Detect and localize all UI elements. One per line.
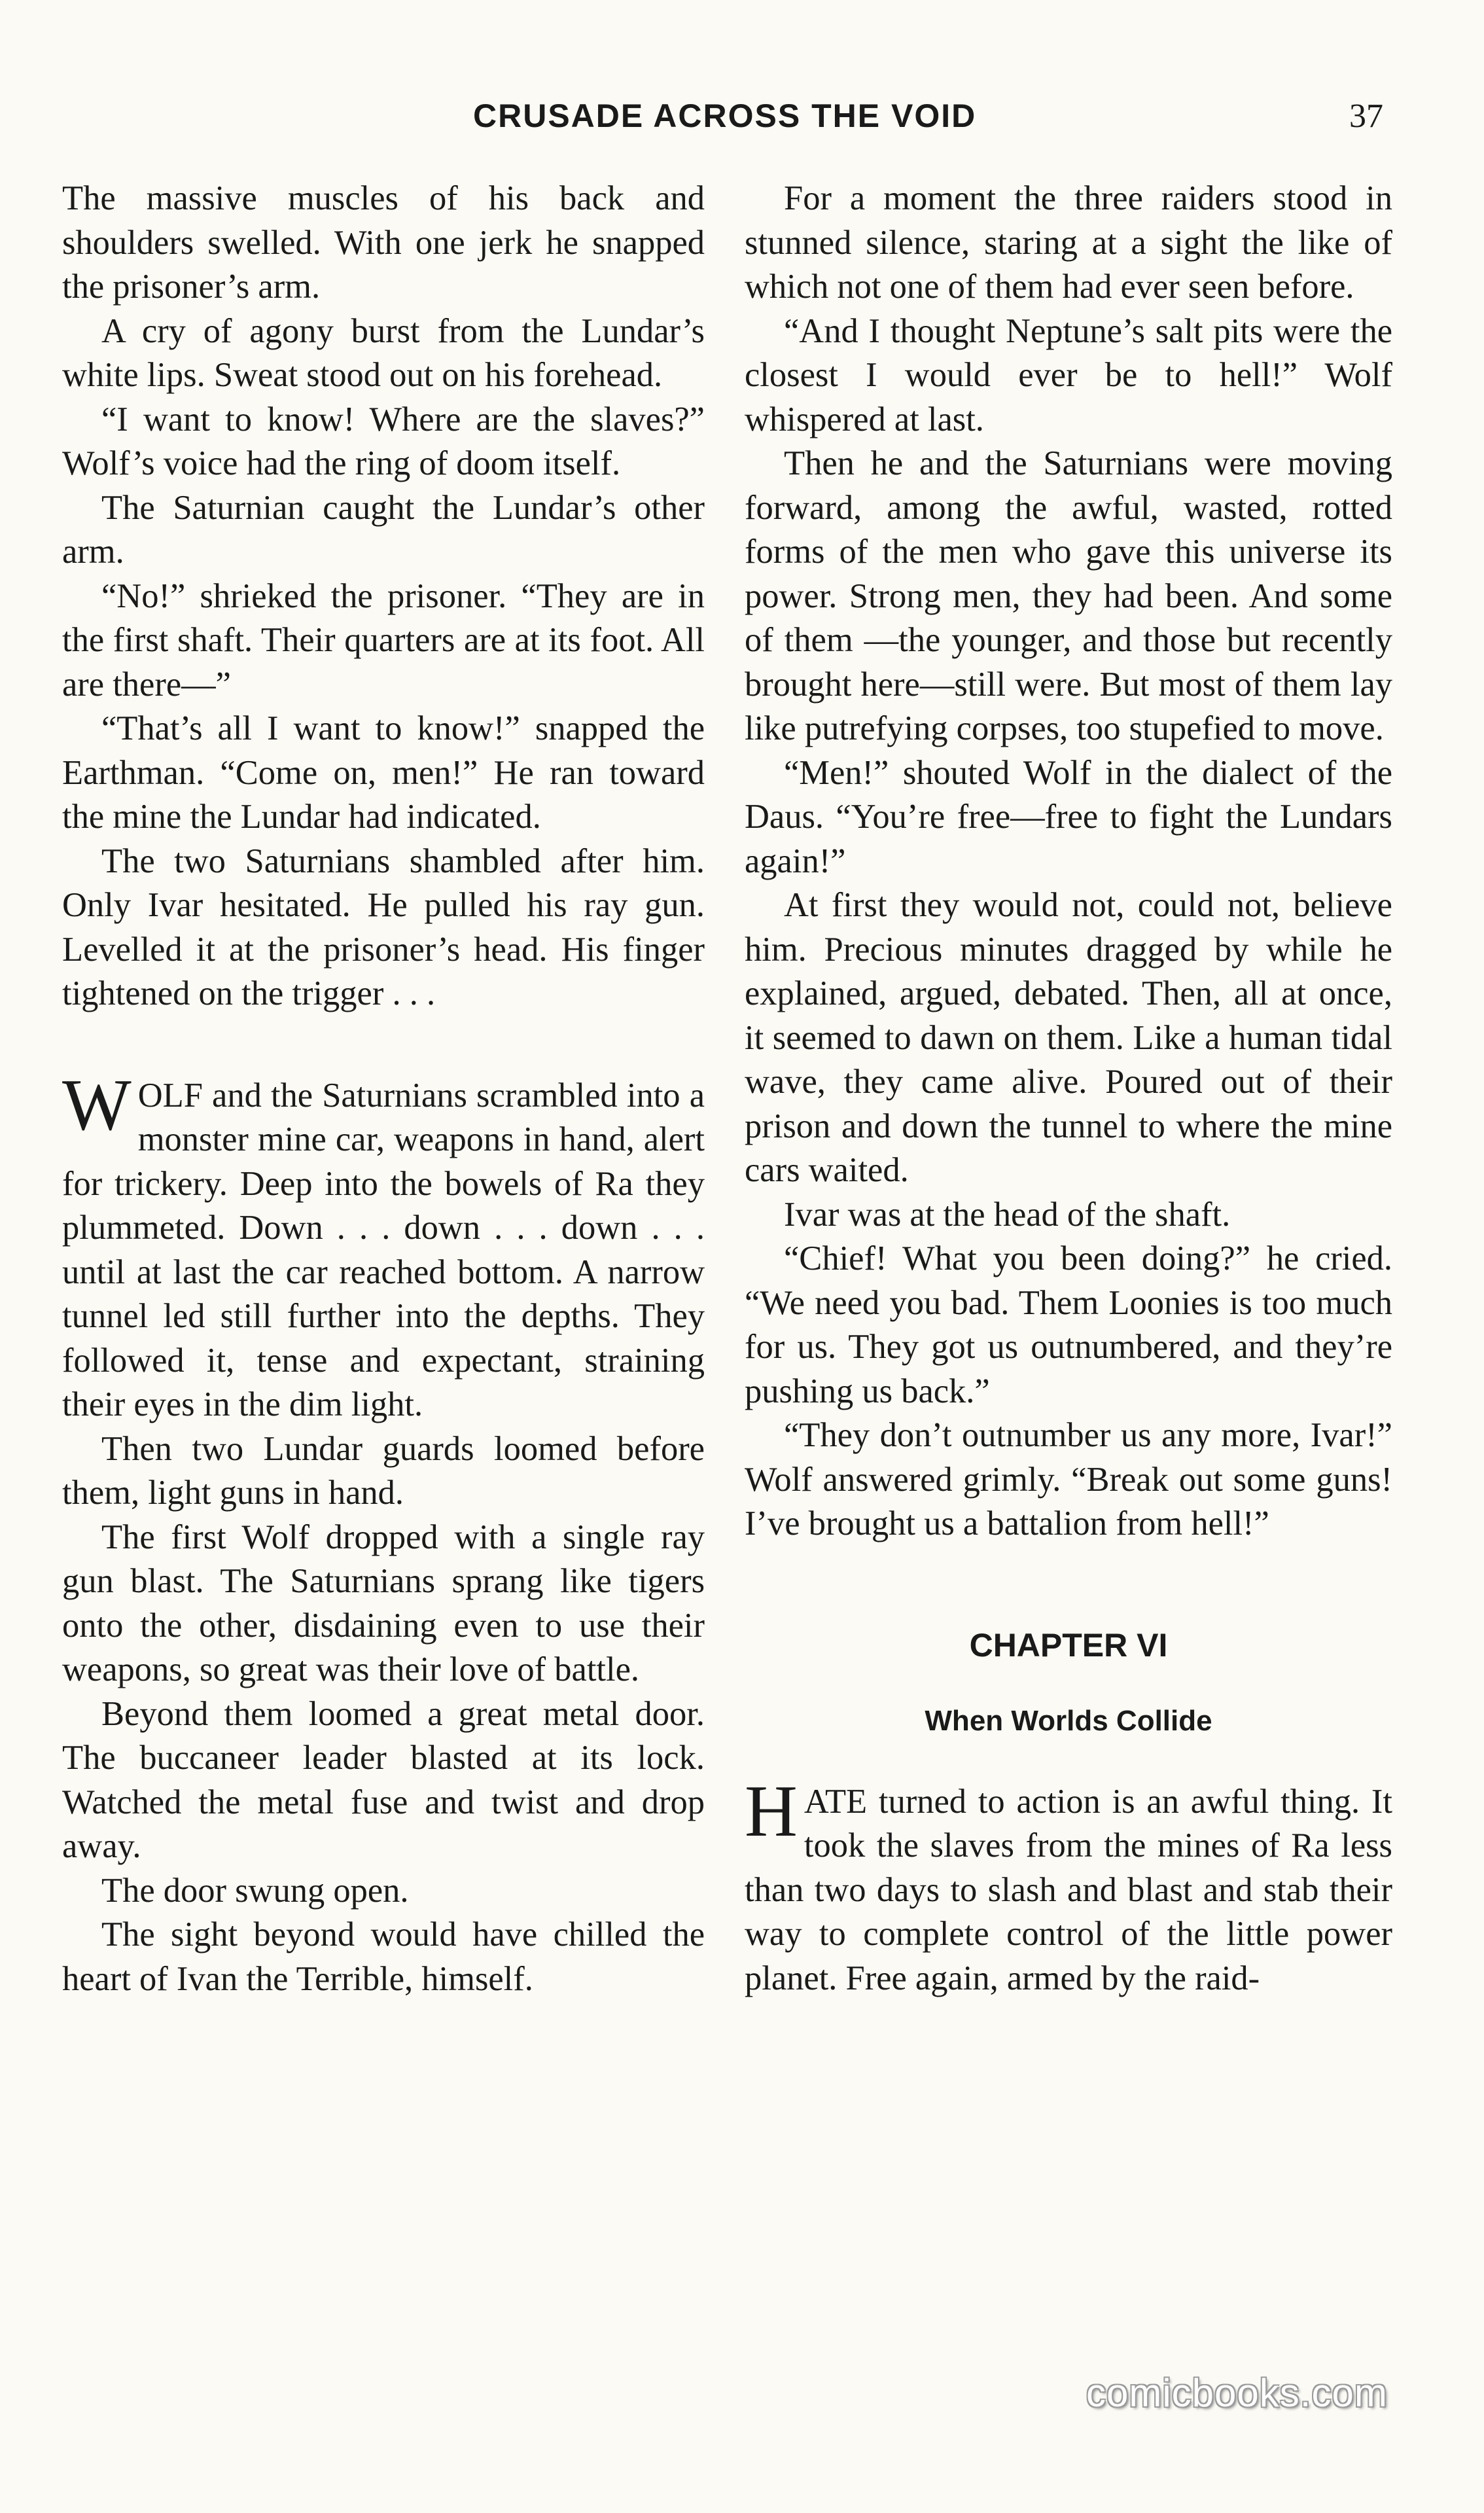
paragraph: The Saturnian caught the Lundar’s other arm.: [62, 488, 705, 571]
section-opening-paragraph: [62, 1064, 705, 1427]
chapter-title: When Worlds Collide: [925, 1704, 1212, 1737]
paragraph: “I want to know! Where are the slaves?” Wolf’s voice had the ring of doom itself.: [62, 400, 705, 482]
paragraph: A cry of agony burst from the Lundar’s white lips. Sweat stood out on his forehead.: [62, 312, 705, 394]
paragraph-text: ATE turned to action is an awful thing. It took the slaves from the mines of Ra less than two days to slash and blast and stab their way to complete control of the little power planet. Free again, armed by the raid-: [745, 1782, 1392, 1997]
paragraph: “And I thought Neptune’s salt pits were the closest I would ever be to hell!” Wolf whispered at last.: [745, 312, 1392, 438]
paragraph: “No!” shrieked the prisoner. “They are in the first shaft. Their quarters are at its foot. All are there—”: [62, 577, 705, 704]
paragraph: For a moment the three raiders stood in stunned silence, staring at a sight the like of which not one of them had ever seen before.: [745, 179, 1392, 306]
paragraph: “That’s all I want to know!” snapped the Earthman. “Come on, men!” He ran toward the mine the Lundar had indicated.: [62, 709, 705, 836]
running-title: CRUSADE ACROSS THE VOID: [473, 98, 977, 134]
paragraph: Then he and the Saturnians were moving forward, among the awful, wasted, rotted forms of the men who gave this universe its power. Strong men, they had been. And some of them —the younger, and those but recently brought here—still were. But most of them lay like putrefying corpses, too stupefied to move.: [745, 444, 1392, 747]
right-column: [745, 177, 1392, 2001]
page-number: 37: [1349, 98, 1383, 135]
paragraph: “They don’t outnumber us any more, Ivar!” Wolf answered grimly. “Break out some guns! I’ve brought us a battalion from hell!”: [745, 1416, 1392, 1542]
chapter-heading: CHAPTER VI: [969, 1626, 1168, 1664]
paragraph: Beyond them loomed a great metal door. The buccaneer leader blasted at its lock. Watched the metal fuse and twist and drop away.: [62, 1694, 705, 1865]
drop-cap: H: [745, 1770, 798, 1852]
paragraph: “Chief! What you been doing?” he cried. “We need you bad. Them Loonies is too much for us. They got us outnumbered, and they’re pushing us back.”: [745, 1239, 1392, 1410]
paragraph: The door swung open.: [101, 1871, 409, 1910]
paragraph: At first they would not, could not, believe him. Precious minutes dragged by while he explained, argued, debated. Then, all at once, it seemed to dawn on them. Like a human tidal wave, they came alive. Poured out of their prison and down the tunnel to where the mine cars waited.: [745, 886, 1392, 1189]
paragraph-text: OLF and the Saturnians scrambled into a monster mine car, weapons in hand, alert for trickery. Deep into the bowels of Ra they plummeted. Down . . . down . . . down . . . until at last the car reached bottom. A narrow tunnel led still further into the depths. They followed it, tense and expectant, straining their eyes in the dim light.: [62, 1076, 705, 1423]
paragraph: The two Saturnians shambled after him. Only Ivar hesitated. He pulled his ray gun. Levelled it at the prisoner’s head. His finger tightened on the trigger . . .: [62, 842, 705, 1012]
drop-cap: W: [62, 1064, 132, 1146]
watermark: comicbooks.com: [1086, 2371, 1388, 2415]
paragraph: The first Wolf dropped with a single ray gun blast. The Saturnians sprang like tigers onto the other, disdaining even to use their weapons, so great was their love of battle.: [62, 1518, 705, 1688]
left-column: [62, 177, 705, 2001]
paragraph: “Men!” shouted Wolf in the dialect of the Daus. “You’re free—free to fight the Lundars again!”: [745, 753, 1392, 880]
page-header: [0, 97, 1484, 156]
paragraph: Ivar was at the head of the shaft.: [784, 1195, 1231, 1234]
chapter-opening-paragraph: [745, 1770, 1392, 2001]
paragraph: Then two Lundar guards loomed before them, light guns in hand.: [62, 1429, 705, 1512]
paragraph: The massive muscles of his back and shoulders swelled. With one jerk he snapped the prisoner’s arm.: [62, 179, 705, 306]
paragraph: The sight beyond would have chilled the heart of Ivan the Terrible, himself.: [62, 1916, 705, 1998]
